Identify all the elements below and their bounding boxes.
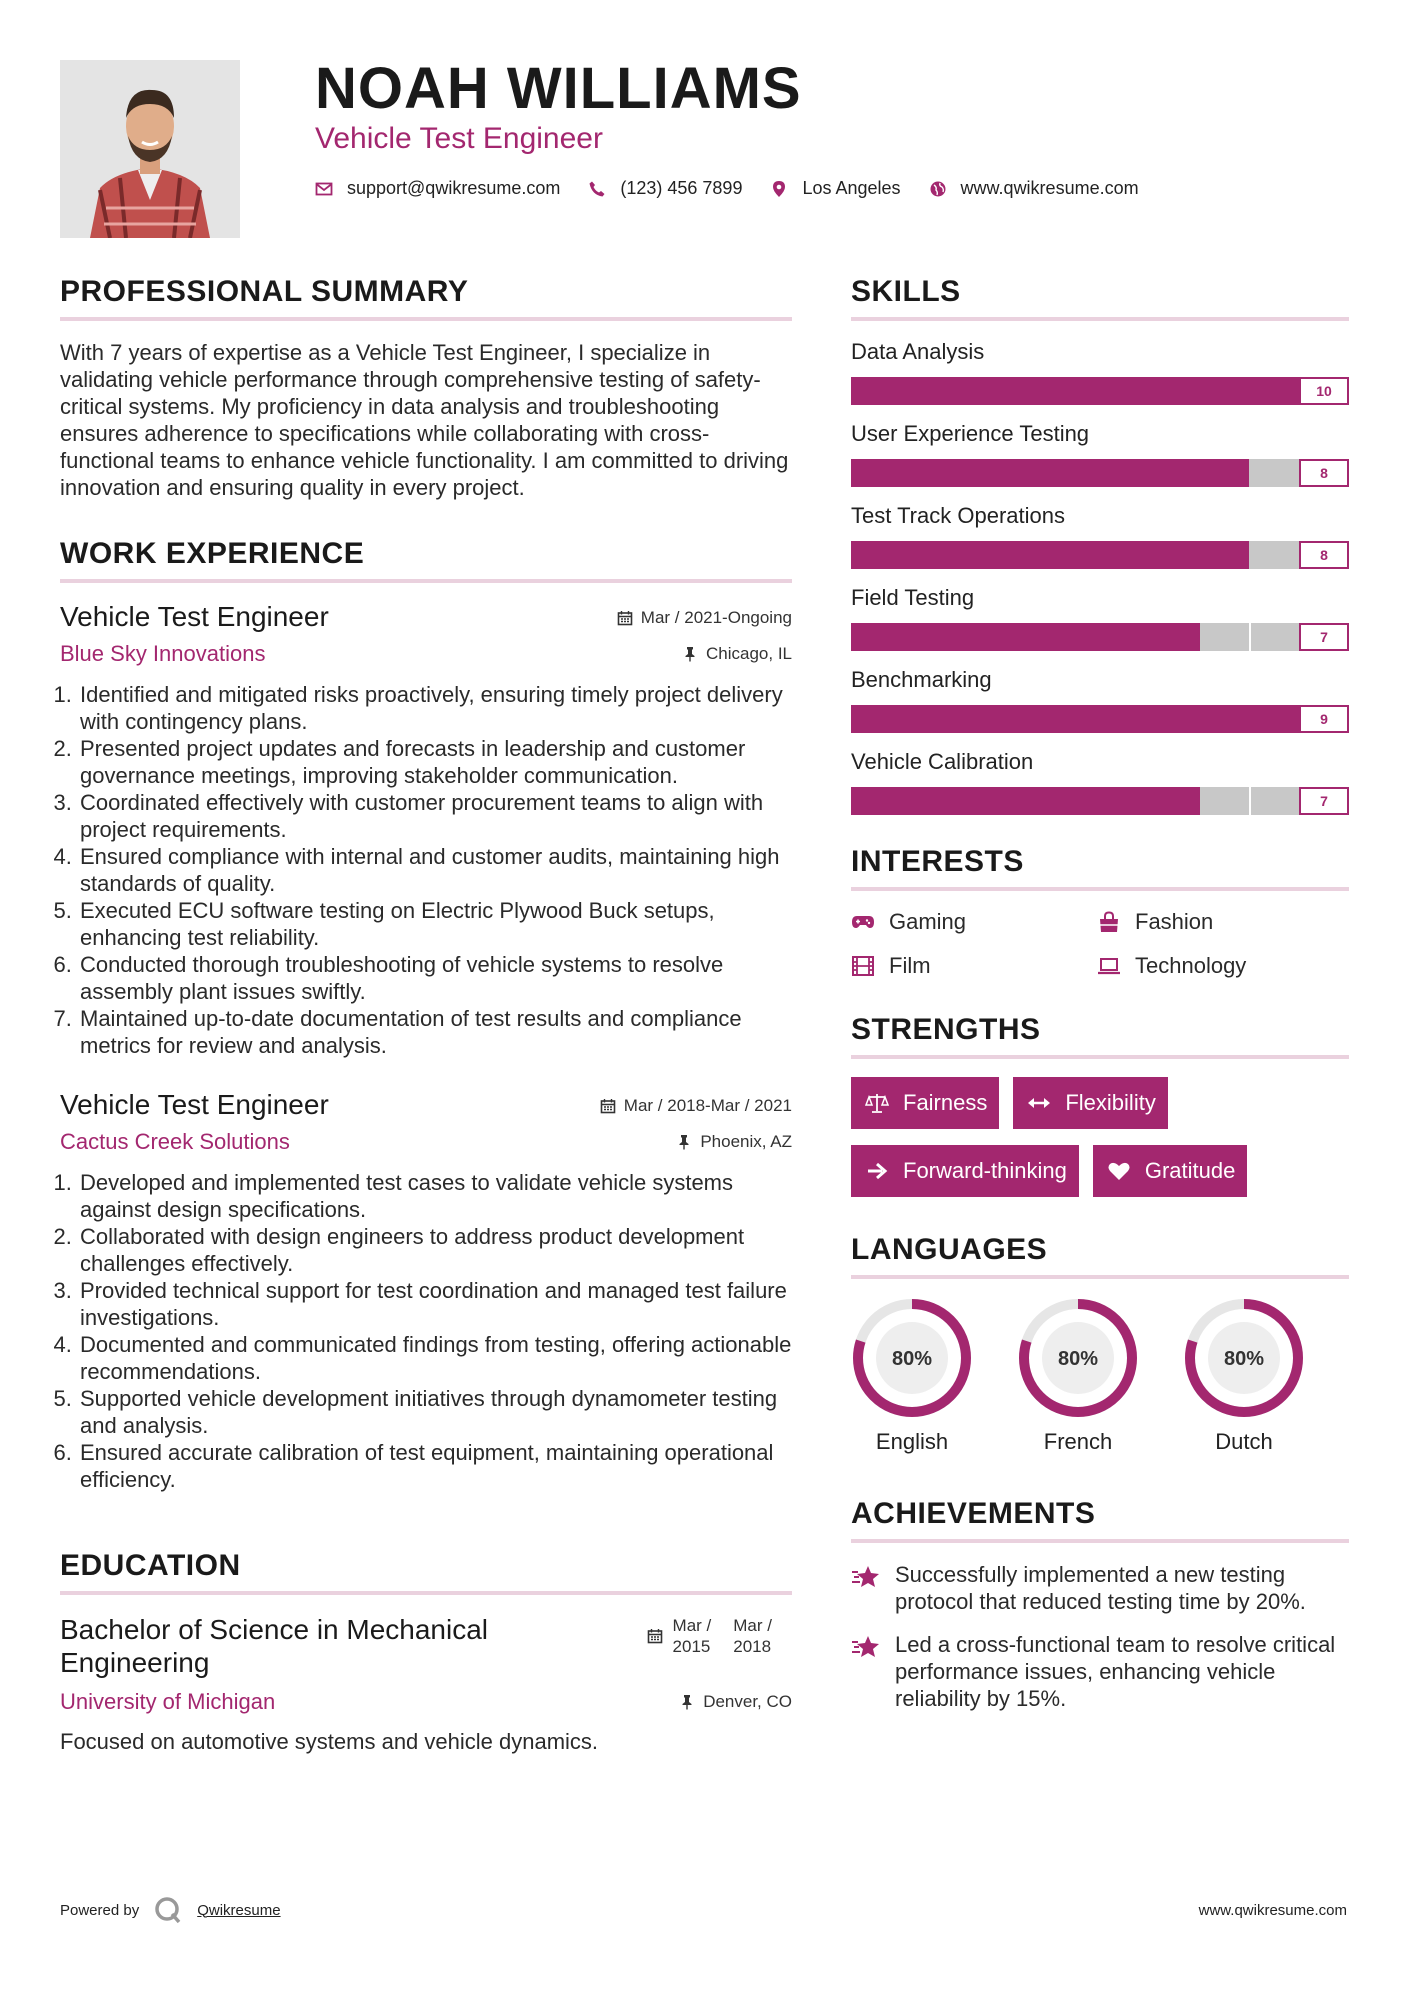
skill-segment-divider — [1050, 377, 1052, 405]
language-item — [851, 1297, 973, 1455]
skill-segment-divider — [1150, 459, 1152, 487]
skill-segment-divider — [1150, 541, 1152, 569]
summary-heading: PROFESSIONAL SUMMARY — [60, 275, 792, 321]
start-month: Mar / — [672, 1616, 712, 1635]
language-ring — [851, 1297, 973, 1419]
contact-phone[interactable] — [588, 178, 742, 199]
skill-segment-divider — [1200, 787, 1202, 815]
star-badge-icon — [851, 1633, 881, 1661]
duty-list — [60, 681, 792, 1059]
interest-item — [851, 909, 1097, 935]
skill-name: Data Analysis — [851, 339, 985, 364]
skill-fill — [851, 623, 1200, 651]
shopping-bag-icon — [1097, 911, 1121, 933]
duty-item: 4. Documented and communicated findings from testing, offering actionable recommendations. — [78, 1331, 792, 1385]
duty-item: 2. Collaborated with design engineers to address product development challenges effectively. — [78, 1223, 792, 1277]
skill-item — [851, 339, 1349, 405]
job-location — [682, 644, 792, 664]
skill-segment-divider — [1150, 705, 1152, 733]
skill-segment-divider — [1249, 377, 1251, 405]
skill-segment-divider — [1050, 623, 1052, 651]
education-dates — [647, 1615, 772, 1657]
footer — [60, 1895, 1347, 1925]
skill-segment-divider — [951, 787, 953, 815]
location-text: Los Angeles — [802, 178, 901, 198]
arrow-right-icon — [865, 1160, 889, 1182]
language-percent: 80% — [1223, 1348, 1265, 1370]
skill-fill — [851, 705, 1299, 733]
skill-segment-divider — [1100, 787, 1102, 815]
skill-name: User Experience Testing — [851, 421, 1090, 446]
skill-segment-divider — [1000, 705, 1002, 733]
skill-name: Vehicle Calibration — [851, 749, 1034, 774]
languages-section — [851, 1233, 1349, 1455]
powered-by-label: Powered by — [60, 1901, 140, 1919]
phone-icon — [588, 180, 606, 198]
calendar-icon — [600, 1098, 616, 1114]
brand-link[interactable]: Qwikresume — [197, 1901, 281, 1919]
skill-segment-divider — [1150, 787, 1152, 815]
duty-item: 3. Coordinated effectively with customer procurement teams to align with project requirements. — [78, 789, 792, 843]
pushpin-icon — [676, 1134, 692, 1150]
education-section — [60, 1549, 792, 1755]
contact-location — [770, 178, 900, 199]
skill-segment-divider — [1150, 377, 1152, 405]
education-heading: EDUCATION — [60, 1549, 792, 1595]
job-title: Vehicle Test Engineer — [60, 1089, 329, 1120]
profile-photo — [60, 60, 240, 238]
heart-icon — [1107, 1160, 1131, 1182]
skill-segment-divider — [1050, 787, 1052, 815]
envelope-icon — [315, 180, 333, 198]
email-text[interactable]: support@qwikresume.com — [347, 178, 561, 198]
education-location-text: Denver, CO — [703, 1692, 792, 1711]
footer-website[interactable]: www.qwikresume.com — [1198, 1901, 1347, 1919]
skill-segment-divider — [1050, 459, 1052, 487]
pushpin-icon — [679, 1694, 695, 1710]
strength-label: Fairness — [903, 1090, 988, 1115]
skill-segment-divider — [951, 705, 953, 733]
strength-chip — [851, 1145, 1079, 1197]
duty-item: 3. Provided technical support for test coordination and managed test failure investigations. — [78, 1277, 792, 1331]
interest-item — [1097, 909, 1343, 935]
duty-item: 5. Supported vehicle development initiatives through dynamometer testing and analysis. — [78, 1385, 792, 1439]
achievement-text: Successfully implemented a new testing protocol that reduced testing time by 20%. — [895, 1562, 1306, 1614]
strength-label: Gratitude — [1144, 1158, 1236, 1183]
achievement-text: Led a cross-functional team to resolve critical performance issues, enhancing vehicle reliability by 15%. — [895, 1632, 1336, 1711]
interests-section — [851, 845, 1349, 979]
skill-score: 8 — [1299, 459, 1349, 487]
skill-bar — [851, 623, 1349, 651]
summary-section — [60, 275, 792, 501]
balance-scale-icon — [865, 1092, 889, 1114]
skill-segment-divider — [901, 705, 903, 733]
skill-segment-divider — [901, 541, 903, 569]
skill-item — [851, 667, 1349, 733]
qwikresume-logo-icon — [153, 1895, 183, 1925]
skill-segment-divider — [1200, 705, 1202, 733]
job-location-text: Chicago, IL — [706, 644, 792, 663]
interest-label: Fashion — [1135, 909, 1214, 934]
website-text[interactable]: www.qwikresume.com — [960, 178, 1139, 198]
strengths-list — [851, 1077, 1349, 1197]
skill-segment-divider — [1000, 377, 1002, 405]
experience-heading: WORK EXPERIENCE — [60, 537, 792, 583]
duty-item: 1. Identified and mitigated risks proactively, ensuring timely project delivery with contingency plans. — [78, 681, 792, 735]
film-icon — [851, 955, 875, 977]
duty-item: 7. Maintained up-to-date documentation of test results and compliance metrics for review and analysis. — [78, 1005, 792, 1059]
job-location-text: Phoenix, AZ — [700, 1132, 792, 1151]
skill-segment-divider — [901, 623, 903, 651]
skill-score: 8 — [1299, 541, 1349, 569]
language-ring — [1183, 1297, 1305, 1419]
interest-item — [1097, 953, 1343, 979]
calendar-icon — [617, 610, 633, 626]
skill-name: Benchmarking — [851, 667, 992, 692]
strength-chip — [851, 1077, 999, 1129]
candidate-title: Vehicle Test Engineer — [315, 122, 603, 155]
interest-label: Film — [889, 953, 931, 978]
skill-bar — [851, 787, 1349, 815]
skill-item — [851, 749, 1349, 815]
pushpin-icon — [682, 646, 698, 662]
experience-section — [60, 537, 792, 1493]
language-item — [1017, 1297, 1139, 1455]
skill-item — [851, 585, 1349, 651]
candidate-name: NOAH WILLIAMS — [315, 56, 802, 121]
skill-name: Field Testing — [851, 585, 975, 610]
skill-segment-divider — [901, 787, 903, 815]
powered-by — [60, 1895, 281, 1925]
skill-score: 7 — [1299, 623, 1349, 651]
strength-chip — [1013, 1077, 1167, 1129]
skill-segment-divider — [1000, 787, 1002, 815]
skill-segment-divider — [1100, 377, 1102, 405]
skill-segment-divider — [1100, 459, 1102, 487]
skill-bar — [851, 541, 1349, 569]
strengths-heading: STRENGTHS — [851, 1013, 1349, 1059]
job-entry — [60, 1089, 792, 1493]
languages-list — [851, 1297, 1349, 1455]
skills-heading: SKILLS — [851, 275, 1349, 321]
contact-email[interactable] — [315, 178, 560, 199]
skill-score: 10 — [1299, 377, 1349, 405]
skill-segment-divider — [1200, 459, 1202, 487]
education-location — [679, 1692, 792, 1712]
interests-heading: INTERESTS — [851, 845, 1349, 891]
skill-segment-divider — [1249, 787, 1251, 815]
contact-website[interactable] — [929, 178, 1139, 199]
skill-segment-divider — [901, 377, 903, 405]
skill-item — [851, 421, 1349, 487]
skill-segment-divider — [1100, 623, 1102, 651]
skill-fill — [851, 787, 1200, 815]
skill-bar — [851, 377, 1349, 405]
start-year: 2015 — [672, 1637, 711, 1656]
strengths-section — [851, 1013, 1349, 1197]
skill-segment-divider — [1200, 623, 1202, 651]
arrows-horizontal-icon — [1027, 1092, 1051, 1114]
duty-list — [60, 1169, 792, 1493]
job-location — [676, 1132, 792, 1152]
duty-item: 2. Presented project updates and forecasts in leadership and customer governance meetings, improving stakeholder communication. — [78, 735, 792, 789]
language-name: English — [875, 1429, 949, 1454]
left-column — [60, 275, 792, 1755]
phone-text[interactable]: (123) 456 7899 — [620, 178, 743, 198]
calendar-icon — [647, 1628, 663, 1644]
job-dates-text: Mar / 2021-Ongoing — [640, 608, 792, 627]
skill-segment-divider — [1100, 705, 1102, 733]
skill-segment-divider — [1249, 541, 1251, 569]
skill-segment-divider — [1100, 541, 1102, 569]
skill-segment-divider — [1249, 705, 1251, 733]
skill-segment-divider — [951, 623, 953, 651]
duty-item: 4. Ensured compliance with internal and customer audits, maintaining high standards of quality. — [78, 843, 792, 897]
language-ring — [1017, 1297, 1139, 1419]
skill-score: 7 — [1299, 787, 1349, 815]
job-dates — [617, 608, 792, 628]
globe-icon — [929, 180, 947, 198]
skill-segment-divider — [1249, 459, 1251, 487]
education-note: Focused on automotive systems and vehicle dynamics. — [60, 1729, 599, 1754]
job-entry — [60, 601, 792, 1059]
skill-bar — [851, 459, 1349, 487]
star-badge-icon — [851, 1563, 881, 1591]
duty-item: 5. Executed ECU software testing on Electric Plywood Buck setups, enhancing test reliability. — [78, 897, 792, 951]
language-name: Dutch — [1215, 1429, 1273, 1454]
summary-text: With 7 years of expertise as a Vehicle Test Engineer, I specialize in validating vehicle performance through comprehensive testing of safety-critical systems. My proficiency in data analysis and troubleshooting ensures adherence to specifications while collaborating with cross-functional teams to enhance vehicle functionality. I am committed to driving innovation and ensuring quality in every project. — [60, 340, 789, 500]
duty-item: 1. Developed and implemented test cases to validate vehicle systems against design specifications. — [78, 1169, 792, 1223]
interest-label: Technology — [1135, 953, 1247, 978]
strength-label: Flexibility — [1065, 1090, 1156, 1115]
skill-segment-divider — [951, 377, 953, 405]
skill-item — [851, 503, 1349, 569]
right-column — [851, 275, 1349, 1728]
strength-chip — [1093, 1145, 1248, 1197]
skill-segment-divider — [1150, 623, 1152, 651]
company-name: Cactus Creek Solutions — [60, 1129, 290, 1154]
skill-segment-divider — [1000, 541, 1002, 569]
skill-segment-divider — [1249, 623, 1251, 651]
contact-bar — [315, 178, 1167, 199]
duty-item: 6. Conducted thorough troubleshooting of vehicle systems to resolve assembly plant issues swiftly. — [78, 951, 792, 1005]
language-percent: 80% — [891, 1348, 933, 1370]
interests-grid — [851, 909, 1349, 979]
gamepad-icon — [851, 911, 875, 933]
skill-score: 9 — [1299, 705, 1349, 733]
end-month: Mar / — [733, 1616, 772, 1635]
skill-segment-divider — [951, 459, 953, 487]
job-dates-text: Mar / 2018-Mar / 2021 — [623, 1096, 792, 1115]
map-pin-icon — [770, 180, 788, 198]
skills-section — [851, 275, 1349, 815]
person-photo-icon — [60, 60, 240, 238]
job-dates — [600, 1096, 792, 1116]
job-title: Vehicle Test Engineer — [60, 601, 329, 632]
skill-name: Test Track Operations — [851, 503, 1065, 528]
skill-segment-divider — [901, 459, 903, 487]
interest-item — [851, 953, 1097, 979]
skill-segment-divider — [1050, 705, 1052, 733]
school-name: University of Michigan — [60, 1689, 276, 1714]
language-item — [1183, 1297, 1305, 1455]
strength-label: Forward-thinking — [903, 1158, 1067, 1183]
language-name: French — [1043, 1429, 1113, 1454]
skill-segment-divider — [1200, 541, 1202, 569]
skills-list — [851, 339, 1349, 815]
achievement-item — [851, 1631, 1349, 1712]
laptop-icon — [1097, 955, 1121, 977]
interest-label: Gaming — [889, 909, 967, 934]
degree-title: Bachelor of Science in Mechanical Engineering — [60, 1614, 489, 1678]
languages-heading: LANGUAGES — [851, 1233, 1349, 1279]
language-percent: 80% — [1057, 1348, 1099, 1370]
skill-segment-divider — [1200, 377, 1202, 405]
skill-bar — [851, 705, 1349, 733]
skill-segment-divider — [951, 541, 953, 569]
end-year: 2018 — [733, 1637, 772, 1656]
duty-item: 6. Ensured accurate calibration of test equipment, maintaining operational efficiency. — [78, 1439, 792, 1493]
achievements-section — [851, 1497, 1349, 1712]
company-name: Blue Sky Innovations — [60, 641, 266, 666]
achievement-item — [851, 1561, 1349, 1615]
skill-segment-divider — [1000, 459, 1002, 487]
skill-segment-divider — [1050, 541, 1052, 569]
skill-segment-divider — [1000, 623, 1002, 651]
achievements-heading: ACHIEVEMENTS — [851, 1497, 1349, 1543]
